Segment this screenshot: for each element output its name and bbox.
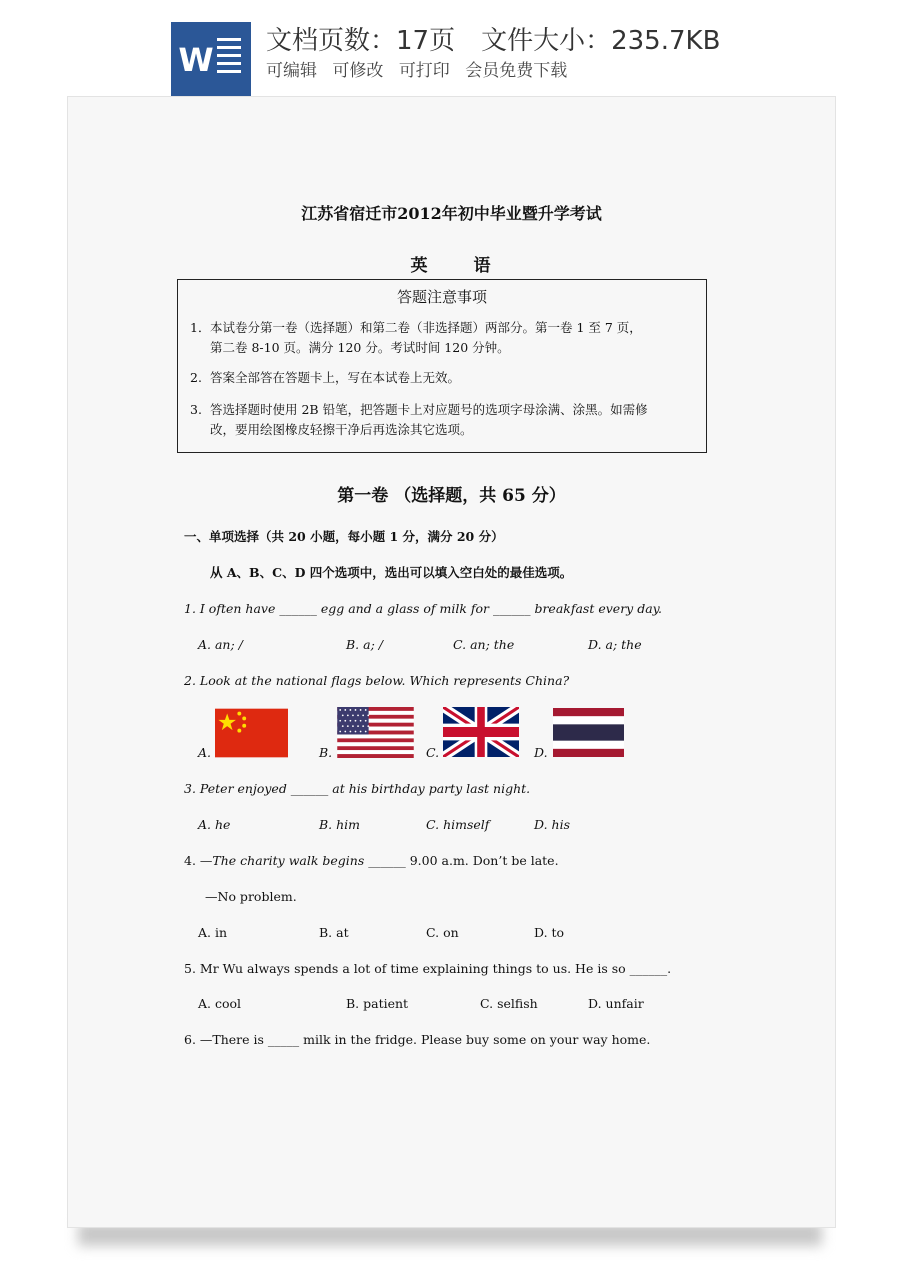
q2-option-a: A. xyxy=(198,745,212,760)
notice-item-2: 2. 答案全部答在答题卡上，写在本试卷上无效。 xyxy=(190,370,461,385)
notice-item-1: 1．本试卷分第一卷（选择题）和第二卷（非选择题）两部分。第一卷 1 至 7 页， 第二卷 8-10 页。满分 120 分。考试时间 120 分钟。 xyxy=(190,320,642,355)
china-flag-icon xyxy=(215,708,288,758)
file-info xyxy=(266,20,720,57)
q3-option-c: C. himself xyxy=(426,817,490,832)
q3-option-d: D. his xyxy=(534,817,570,832)
instruction: 从 A、B、C、D 四个选项中，选出可以填入空白处的最佳选项。 xyxy=(210,565,573,580)
page-count: 文档页数：17页 xyxy=(266,26,456,56)
q5-option-a: A. cool xyxy=(198,996,242,1011)
notice-item-3: 3. 答选择题时使用 2B 铅笔，把答题卡上对应题号的选项字母涂满、涂黑。如需修 改，要用绘图橡皮轻擦干净后再选涂其它选项。 xyxy=(190,402,648,437)
part-title: 一、单项选择（共 20 小题，每小题 1 分，满分 20 分） xyxy=(184,529,504,544)
q5-option-d: D. unfair xyxy=(588,996,644,1011)
feature-editable: 可编辑 xyxy=(266,61,317,81)
q3-option-a: A. he xyxy=(198,817,231,832)
question-2: 2. Look at the national flags below. Which represents China? xyxy=(184,673,570,688)
file-size: 文件大小：235.7KB xyxy=(481,26,721,56)
notice-title: 答题注意事项 xyxy=(396,288,487,306)
usa-flag-icon xyxy=(336,707,415,758)
q5-option-b: B. patient xyxy=(346,996,409,1011)
q1-option-a: A. an; / xyxy=(198,637,243,652)
feature-modifiable: 可修改 xyxy=(332,61,384,81)
q4-option-c: C. on xyxy=(426,925,459,940)
word-icon-letter: W xyxy=(178,41,214,79)
uk-flag-icon xyxy=(443,707,519,757)
question-4: 4. —The charity walk begins ______ 9.00 a.m. Don’t be late. xyxy=(184,853,559,868)
exam-title: 江苏省宿迁市2012年初中毕业暨升学考试 xyxy=(301,204,602,223)
document-page xyxy=(67,96,836,1228)
notice-box xyxy=(177,279,707,453)
word-document-icon xyxy=(171,22,251,96)
q2-option-b: B. xyxy=(319,745,333,760)
q4-reply: —No problem. xyxy=(205,889,297,904)
q1-option-b: B. a; / xyxy=(346,637,383,652)
q4-option-d: D. to xyxy=(534,925,565,940)
q1-option-d: D. a; the xyxy=(588,637,642,652)
question-6: 6. —There is _____ milk in the fridge. Please buy some on your way home. xyxy=(184,1032,651,1047)
question-5: 5. Mr Wu always spends a lot of time explaining things to us. He is so ______. xyxy=(184,961,672,976)
section-title: 第一卷 （选择题，共 65 分） xyxy=(337,486,566,506)
q5-option-c: C. selfish xyxy=(480,996,538,1011)
feature-member-download[interactable]: 会员免费下载 xyxy=(465,61,568,81)
exam-subject: 英 语 xyxy=(410,256,493,276)
q2-option-d: D. xyxy=(534,745,548,760)
q4-option-a: A. in xyxy=(198,925,228,940)
q3-option-b: B. him xyxy=(319,817,361,832)
q2-option-c: C. xyxy=(426,745,440,760)
q4-option-b: B. at xyxy=(319,925,349,940)
question-3: 3. Peter enjoyed ______ at his birthday party last night. xyxy=(184,781,531,796)
feature-list xyxy=(266,56,577,81)
feature-printable: 可打印 xyxy=(398,61,450,81)
download-header xyxy=(0,0,900,96)
question-1: 1. I often have ______ egg and a glass of milk for ______ breakfast every day. xyxy=(184,601,663,616)
q1-option-c: C. an; the xyxy=(453,637,515,652)
thailand-flag-icon xyxy=(553,708,624,757)
